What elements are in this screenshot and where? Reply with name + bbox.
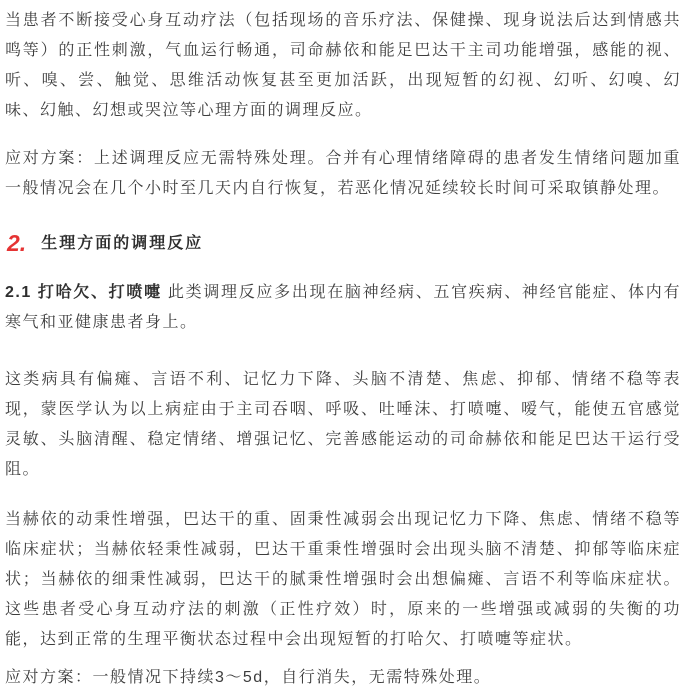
section-title: 生理方面的调理反应 — [41, 235, 204, 252]
response-plan-paragraph-1: 应对方案：上述调理反应无需特殊处理。合并有心理情绪障碍的患者发生情绪问题加重一般情况会在几个小时至几天内自行恢复，若恶化情况延续较长时间可采取镇静处理。 — [5, 150, 681, 197]
subsection-lead-bold: 2.1 打哈欠、打喷嚏 — [5, 284, 162, 301]
section-number: 2. — [7, 230, 27, 256]
intro-paragraph: 当患者不断接受心身互动疗法（包括现场的音乐疗法、保健操、现身说法后达到情感共鸣等）的正性刺激，气血运行畅通，司命赫依和能足巴达干主司功能增强，感能的视、听、嗅、尝、触觉、思维活动恢复甚至更加活跃，出现短暂的幻视、幻听、幻嗅、幻味、幻触、幻想或哭泣等心理方面的调理反应。 — [5, 12, 681, 119]
subsection-rest-text: 此类调理反应多出现在脑神经病、五官疾病、神经官能症、体内有寒气和亚健康患者身上。 — [5, 284, 681, 331]
subsection-paragraph — [5, 278, 681, 338]
response-plan-paragraph-2: 应对方案：一般情况下持续3～5d，自行消失，无需特殊处理。 — [5, 669, 492, 686]
section-heading — [7, 230, 681, 256]
mechanism-paragraph: 当赫依的动秉性增强，巴达干的重、固秉性减弱会出现记忆力下降、焦虑、情绪不稳等临床症状；当赫依轻秉性减弱，巴达干重秉性增强时会出现头脑不清楚、抑郁等临床症状；当赫依的细秉性减弱，巴达干的腻秉性增强时会出想偏瘫、言语不利等临床症状。这些患者受心身互动疗法的刺激（正性疗效）时，原来的一些增强或减弱的失衡的功能，达到正常的生理平衡状态过程中会出现短暂的打哈欠、打喷嚏等症状。 — [5, 511, 681, 648]
symptoms-paragraph: 这类病具有偏瘫、言语不利、记忆力下降、头脑不清楚、焦虑、抑郁、情绪不稳等表现，蒙医学认为以上病症由于主司吞咽、呼吸、吐唾沫、打喷嚏、嗳气，能使五官感觉灵敏、头脑清醒、稳定情绪、增强记忆、完善感能运动的司命赫依和能足巴达干运行受阻。 — [5, 371, 681, 478]
